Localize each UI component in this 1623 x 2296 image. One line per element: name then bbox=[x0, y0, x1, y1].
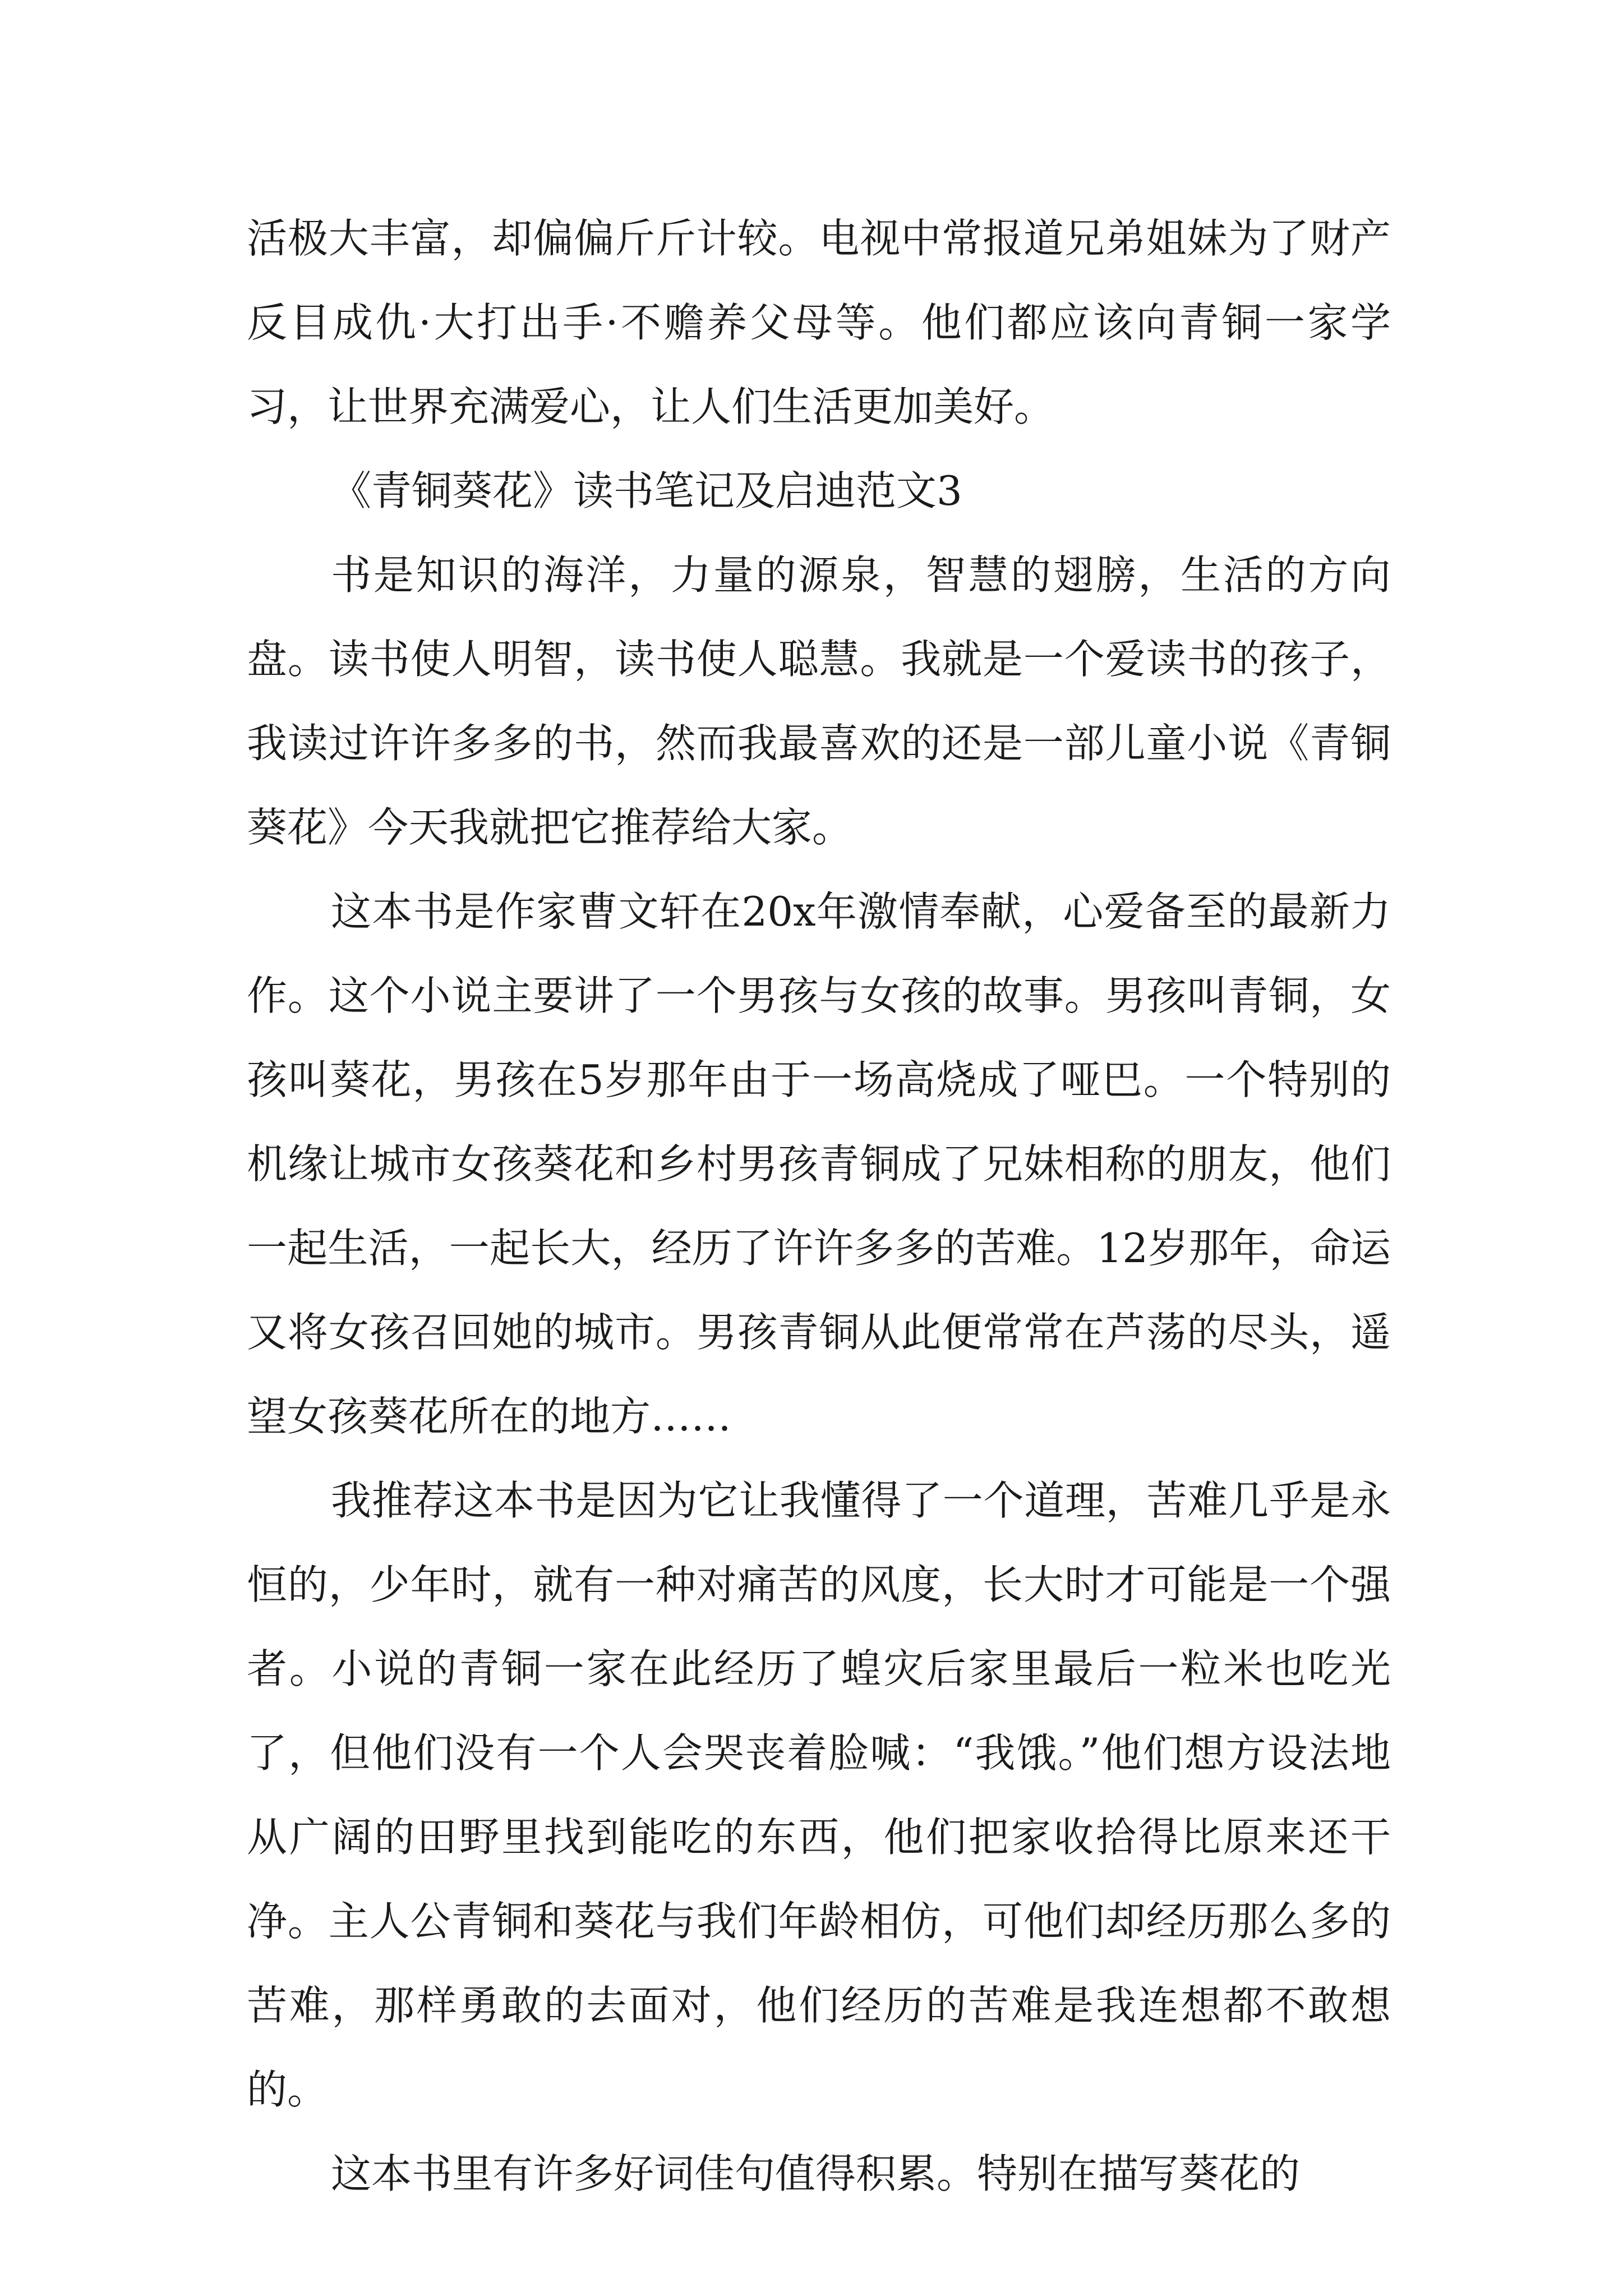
document-body bbox=[247, 196, 1391, 2216]
section-heading: 《青铜葵花》读书笔记及启迪范文3 bbox=[331, 467, 962, 514]
body-paragraph-1: 书是知识的海洋，力量的源泉，智慧的翅膀，生活的方向盘。读书使人明智，读书使人聪慧。我就是一个爱读书的孩子，我读过许许多多的书，然而我最喜欢的还是一部儿童小说《青铜葵花》今天我就把它推荐给大家。 bbox=[247, 551, 1391, 851]
body-paragraph-2: 这本书是作家曹文轩在20x年激情奉献，心爱备至的最新力作。这个小说主要讲了一个男孩与女孩的故事。男孩叫青铜，女孩叫葵花，男孩在5岁那年由于一场高烧成了哑巴。一个特别的机缘让城市女孩葵花和乡村男孩青铜成了兄妹相称的朋友，他们一起生活，一起长大，经历了许许多多的苦难。12岁那年，命运又将女孩召回她的城市。男孩青铜从此便常常在芦荡的尽头，遥望女孩葵花所在的地方…… bbox=[247, 888, 1391, 1440]
body-paragraph-4: 这本书里有许多好词佳句值得积累。特别在描写葵花的 bbox=[331, 2150, 1301, 2197]
continued-paragraph: 活极大丰富，却偏偏斤斤计较。电视中常报道兄弟姐妹为了财产反目成仇·大打出手·不赡养父母等。他们都应该向青铜一家学习，让世界充满爱心，让人们生活更加美好。 bbox=[247, 215, 1391, 430]
body-paragraph-3: 我推荐这本书是因为它让我懂得了一个道理，苦难几乎是永恒的，少年时，就有一种对痛苦的风度，长大时才可能是一个强者。小说的青铜一家在此经历了蝗灾后家里最后一粒米也吃光了，但他们没有一个人会哭丧着脸喊：“我饿。”他们想方设法地从广阔的田野里找到能吃的东西，他们把家收拾得比原来还干净。主人公青铜和葵花与我们年龄相仿，可他们却经历那么多的苦难，那样勇敢的去面对，他们经历的苦难是我连想都不敢想的。 bbox=[247, 1477, 1391, 2113]
